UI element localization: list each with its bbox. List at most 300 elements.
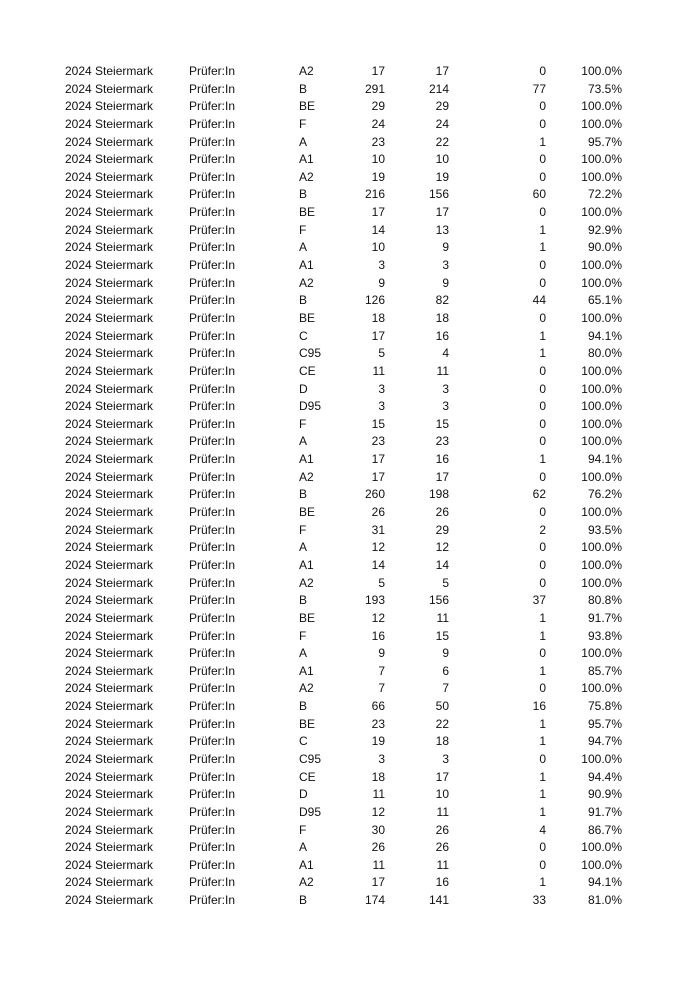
pass-rate-cell: 100.0%	[581, 363, 622, 378]
total-count-cell: 29	[371, 99, 385, 114]
pass-rate-cell: 90.9%	[587, 787, 622, 802]
total-count-cell: 9	[378, 646, 385, 661]
license-class-cell: F	[299, 522, 307, 537]
pass-rate-cell: 100.0%	[581, 751, 622, 766]
table-row	[0, 433, 700, 451]
table-row	[0, 116, 700, 134]
pass-rate-cell: 100.0%	[581, 434, 622, 449]
pass-rate-cell: 100.0%	[581, 681, 622, 696]
total-count-cell: 17	[371, 875, 385, 890]
failed-count-cell: 1	[539, 222, 546, 237]
total-count-cell: 19	[371, 734, 385, 749]
pass-rate-cell: 80.0%	[587, 346, 622, 361]
role-cell: Prüfer:In	[189, 469, 236, 484]
region-cell: 2024 Steiermark	[65, 310, 154, 325]
passed-count-cell: 17	[435, 769, 449, 784]
total-count-cell: 23	[371, 434, 385, 449]
role-cell: Prüfer:In	[189, 646, 236, 661]
total-count-cell: 10	[371, 240, 385, 255]
table-row	[0, 204, 700, 222]
role-cell: Prüfer:In	[189, 557, 236, 572]
region-cell: 2024 Steiermark	[65, 452, 154, 467]
passed-count-cell: 6	[442, 663, 449, 678]
license-class-cell: A2	[299, 575, 314, 590]
license-class-cell: F	[299, 416, 307, 431]
table-row	[0, 381, 700, 399]
license-class-cell: B	[299, 81, 308, 96]
table-row	[0, 134, 700, 152]
failed-count-cell: 0	[539, 681, 546, 696]
total-count-cell: 7	[378, 681, 385, 696]
region-cell: 2024 Steiermark	[65, 134, 154, 149]
table-row	[0, 751, 700, 769]
failed-count-cell: 0	[539, 751, 546, 766]
passed-count-cell: 22	[435, 134, 449, 149]
failed-count-cell: 0	[539, 310, 546, 325]
region-cell: 2024 Steiermark	[65, 381, 154, 396]
license-class-cell: D95	[299, 804, 322, 819]
pass-rate-cell: 100.0%	[581, 416, 622, 431]
role-cell: Prüfer:In	[189, 134, 236, 149]
role-cell: Prüfer:In	[189, 205, 236, 220]
total-count-cell: 3	[378, 258, 385, 273]
failed-count-cell: 4	[539, 822, 546, 837]
role-cell: Prüfer:In	[189, 804, 236, 819]
role-cell: Prüfer:In	[189, 275, 236, 290]
total-count-cell: 31	[371, 522, 385, 537]
license-class-cell: BE	[299, 99, 316, 114]
license-class-cell: C	[299, 328, 308, 343]
table-row	[0, 874, 700, 892]
license-class-cell: A2	[299, 875, 314, 890]
role-cell: Prüfer:In	[189, 346, 236, 361]
failed-count-cell: 0	[539, 99, 546, 114]
total-count-cell: 3	[378, 381, 385, 396]
total-count-cell: 5	[378, 575, 385, 590]
passed-count-cell: 16	[435, 328, 449, 343]
region-cell: 2024 Steiermark	[65, 275, 154, 290]
region-cell: 2024 Steiermark	[65, 734, 154, 749]
role-cell: Prüfer:In	[189, 434, 236, 449]
pass-rate-cell: 92.9%	[587, 222, 622, 237]
pass-rate-cell: 85.7%	[587, 663, 622, 678]
license-class-cell: A	[299, 646, 308, 661]
total-count-cell: 193	[364, 593, 385, 608]
failed-count-cell: 1	[539, 787, 546, 802]
role-cell: Prüfer:In	[189, 187, 236, 202]
total-count-cell: 12	[371, 540, 385, 555]
total-count-cell: 17	[371, 64, 385, 78]
total-count-cell: 174	[364, 893, 385, 908]
passed-count-cell: 11	[436, 610, 449, 625]
pass-rate-cell: 100.0%	[581, 258, 622, 273]
pass-rate-cell: 75.8%	[587, 699, 622, 714]
role-cell: Prüfer:In	[189, 310, 236, 325]
failed-count-cell: 1	[539, 240, 546, 255]
pass-rate-cell: 65.1%	[587, 293, 622, 308]
region-cell: 2024 Steiermark	[65, 593, 154, 608]
total-count-cell: 26	[371, 840, 385, 855]
license-class-cell: A2	[299, 469, 314, 484]
pass-rate-cell: 100.0%	[581, 505, 622, 520]
table-row	[0, 522, 700, 540]
table-row	[0, 292, 700, 310]
license-class-cell: F	[299, 222, 307, 237]
total-count-cell: 18	[371, 310, 385, 325]
table-row	[0, 839, 700, 857]
table-row	[0, 151, 700, 169]
passed-count-cell: 23	[435, 434, 449, 449]
table-row	[0, 645, 700, 663]
pass-rate-cell: 80.8%	[587, 593, 622, 608]
region-cell: 2024 Steiermark	[65, 434, 154, 449]
failed-count-cell: 0	[539, 505, 546, 520]
license-class-cell: B	[299, 187, 308, 202]
table-row	[0, 363, 700, 381]
failed-count-cell: 1	[539, 134, 546, 149]
failed-count-cell: 0	[539, 152, 546, 167]
license-class-cell: BE	[299, 505, 316, 520]
region-cell: 2024 Steiermark	[65, 751, 154, 766]
region-cell: 2024 Steiermark	[65, 363, 154, 378]
passed-count-cell: 3	[442, 399, 449, 414]
role-cell: Prüfer:In	[189, 575, 236, 590]
role-cell: Prüfer:In	[189, 381, 236, 396]
table-row	[0, 451, 700, 469]
table-row	[0, 804, 700, 822]
pass-rate-cell: 95.7%	[587, 716, 622, 731]
passed-count-cell: 12	[435, 540, 449, 555]
region-cell: 2024 Steiermark	[65, 99, 154, 114]
total-count-cell: 260	[364, 487, 385, 502]
license-class-cell: A1	[299, 663, 314, 678]
table-row	[0, 857, 700, 875]
pass-rate-cell: 94.1%	[587, 452, 622, 467]
pass-rate-cell: 91.7%	[587, 610, 622, 625]
license-class-cell: D	[299, 381, 308, 396]
region-cell: 2024 Steiermark	[65, 557, 154, 572]
region-cell: 2024 Steiermark	[65, 258, 154, 273]
license-class-cell: B	[299, 487, 308, 502]
failed-count-cell: 0	[539, 840, 546, 855]
failed-count-cell: 0	[539, 575, 546, 590]
failed-count-cell: 0	[539, 557, 546, 572]
failed-count-cell: 0	[539, 469, 546, 484]
license-class-cell: BE	[299, 205, 316, 220]
pass-rate-cell: 100.0%	[581, 116, 622, 131]
passed-count-cell: 19	[435, 169, 449, 184]
license-class-cell: F	[299, 628, 307, 643]
pass-rate-cell: 100.0%	[581, 64, 622, 78]
pass-rate-cell: 100.0%	[581, 275, 622, 290]
role-cell: Prüfer:In	[189, 152, 236, 167]
passed-count-cell: 3	[442, 381, 449, 396]
role-cell: Prüfer:In	[189, 363, 236, 378]
license-class-cell: C	[299, 734, 308, 749]
failed-count-cell: 37	[532, 593, 546, 608]
table-row	[0, 575, 700, 593]
role-cell: Prüfer:In	[189, 116, 236, 131]
failed-count-cell: 0	[539, 64, 546, 78]
total-count-cell: 23	[371, 134, 385, 149]
failed-count-cell: 1	[539, 769, 546, 784]
failed-count-cell: 0	[539, 205, 546, 220]
total-count-cell: 17	[371, 328, 385, 343]
table-row	[0, 592, 700, 610]
total-count-cell: 16	[371, 628, 385, 643]
passed-count-cell: 14	[435, 557, 449, 572]
pass-rate-cell: 100.0%	[581, 310, 622, 325]
table-row	[0, 610, 700, 628]
failed-count-cell: 0	[539, 116, 546, 131]
failed-count-cell: 77	[532, 81, 546, 96]
failed-count-cell: 0	[539, 416, 546, 431]
license-class-cell: A2	[299, 275, 314, 290]
passed-count-cell: 29	[435, 522, 449, 537]
table-row	[0, 892, 700, 910]
role-cell: Prüfer:In	[189, 81, 236, 96]
pass-rate-cell: 100.0%	[581, 646, 622, 661]
table-row	[0, 663, 700, 681]
passed-count-cell: 156	[428, 593, 449, 608]
passed-count-cell: 17	[435, 205, 449, 220]
pass-rate-cell: 93.5%	[587, 522, 622, 537]
passed-count-cell: 24	[435, 116, 449, 131]
pass-rate-cell: 100.0%	[581, 540, 622, 555]
table-row	[0, 63, 700, 81]
region-cell: 2024 Steiermark	[65, 152, 154, 167]
table-row	[0, 680, 700, 698]
failed-count-cell: 1	[539, 346, 546, 361]
role-cell: Prüfer:In	[189, 505, 236, 520]
role-cell: Prüfer:In	[189, 734, 236, 749]
total-count-cell: 11	[372, 857, 385, 872]
table-row	[0, 169, 700, 187]
total-count-cell: 17	[371, 205, 385, 220]
failed-count-cell: 1	[539, 716, 546, 731]
table-row	[0, 486, 700, 504]
total-count-cell: 11	[372, 787, 385, 802]
failed-count-cell: 0	[539, 258, 546, 273]
passed-count-cell: 7	[442, 681, 449, 696]
total-count-cell: 17	[371, 452, 385, 467]
role-cell: Prüfer:In	[189, 169, 236, 184]
failed-count-cell: 0	[539, 399, 546, 414]
license-class-cell: B	[299, 293, 308, 308]
failed-count-cell: 1	[539, 734, 546, 749]
license-class-cell: B	[299, 593, 308, 608]
region-cell: 2024 Steiermark	[65, 487, 154, 502]
table-row	[0, 539, 700, 557]
region-cell: 2024 Steiermark	[65, 469, 154, 484]
total-count-cell: 66	[371, 699, 385, 714]
region-cell: 2024 Steiermark	[65, 681, 154, 696]
passed-count-cell: 26	[435, 505, 449, 520]
role-cell: Prüfer:In	[189, 240, 236, 255]
passed-count-cell: 18	[435, 310, 449, 325]
role-cell: Prüfer:In	[189, 769, 236, 784]
total-count-cell: 17	[371, 469, 385, 484]
failed-count-cell: 0	[539, 169, 546, 184]
license-class-cell: B	[299, 893, 308, 908]
license-class-cell: A	[299, 134, 308, 149]
total-count-cell: 19	[371, 169, 385, 184]
license-class-cell: CE	[299, 769, 316, 784]
region-cell: 2024 Steiermark	[65, 857, 154, 872]
passed-count-cell: 22	[435, 716, 449, 731]
pass-rate-cell: 100.0%	[581, 840, 622, 855]
passed-count-cell: 18	[435, 734, 449, 749]
pass-rate-cell: 95.7%	[587, 134, 622, 149]
failed-count-cell: 1	[539, 452, 546, 467]
role-cell: Prüfer:In	[189, 328, 236, 343]
role-cell: Prüfer:In	[189, 522, 236, 537]
region-cell: 2024 Steiermark	[65, 64, 154, 78]
license-class-cell: C95	[299, 751, 322, 766]
passed-count-cell: 3	[442, 751, 449, 766]
passed-count-cell: 141	[428, 893, 449, 908]
pass-rate-cell: 90.0%	[587, 240, 622, 255]
table-row	[0, 786, 700, 804]
region-cell: 2024 Steiermark	[65, 222, 154, 237]
table-row	[0, 504, 700, 522]
region-cell: 2024 Steiermark	[65, 699, 154, 714]
table-row	[0, 822, 700, 840]
region-cell: 2024 Steiermark	[65, 205, 154, 220]
failed-count-cell: 60	[532, 187, 546, 202]
region-cell: 2024 Steiermark	[65, 893, 154, 908]
license-class-cell: C95	[299, 346, 322, 361]
role-cell: Prüfer:In	[189, 293, 236, 308]
region-cell: 2024 Steiermark	[65, 505, 154, 520]
role-cell: Prüfer:In	[189, 610, 236, 625]
role-cell: Prüfer:In	[189, 99, 236, 114]
role-cell: Prüfer:In	[189, 487, 236, 502]
pass-rate-cell: 91.7%	[587, 804, 622, 819]
pass-rate-cell: 100.0%	[581, 857, 622, 872]
region-cell: 2024 Steiermark	[65, 822, 154, 837]
license-class-cell: CE	[299, 363, 316, 378]
region-cell: 2024 Steiermark	[65, 610, 154, 625]
region-cell: 2024 Steiermark	[65, 116, 154, 131]
role-cell: Prüfer:In	[189, 222, 236, 237]
license-class-cell: A	[299, 240, 308, 255]
region-cell: 2024 Steiermark	[65, 804, 154, 819]
region-cell: 2024 Steiermark	[65, 416, 154, 431]
passed-count-cell: 10	[435, 152, 449, 167]
region-cell: 2024 Steiermark	[65, 575, 154, 590]
total-count-cell: 12	[371, 610, 385, 625]
passed-count-cell: 214	[428, 81, 449, 96]
failed-count-cell: 1	[539, 875, 546, 890]
pass-rate-cell: 86.7%	[587, 822, 622, 837]
pass-rate-cell: 100.0%	[581, 205, 622, 220]
pass-rate-cell: 100.0%	[581, 469, 622, 484]
passed-count-cell: 9	[442, 275, 449, 290]
role-cell: Prüfer:In	[189, 681, 236, 696]
table-row	[0, 469, 700, 487]
region-cell: 2024 Steiermark	[65, 346, 154, 361]
failed-count-cell: 0	[539, 857, 546, 872]
total-count-cell: 18	[371, 769, 385, 784]
table-row	[0, 345, 700, 363]
total-count-cell: 15	[371, 416, 385, 431]
table-row	[0, 628, 700, 646]
role-cell: Prüfer:In	[189, 452, 236, 467]
passed-count-cell: 198	[428, 487, 449, 502]
table-row	[0, 275, 700, 293]
total-count-cell: 23	[371, 716, 385, 731]
role-cell: Prüfer:In	[189, 875, 236, 890]
role-cell: Prüfer:In	[189, 787, 236, 802]
role-cell: Prüfer:In	[189, 540, 236, 555]
pass-rate-cell: 73.5%	[587, 81, 622, 96]
failed-count-cell: 33	[532, 893, 546, 908]
passed-count-cell: 5	[442, 575, 449, 590]
table-row	[0, 769, 700, 787]
license-class-cell: A1	[299, 857, 314, 872]
failed-count-cell: 2	[539, 522, 546, 537]
passed-count-cell: 9	[442, 646, 449, 661]
failed-count-cell: 0	[539, 381, 546, 396]
license-class-cell: A2	[299, 681, 314, 696]
license-class-cell: A1	[299, 452, 314, 467]
passed-count-cell: 10	[435, 787, 449, 802]
passed-count-cell: 3	[442, 258, 449, 273]
table-row	[0, 557, 700, 575]
license-class-cell: BE	[299, 716, 316, 731]
region-cell: 2024 Steiermark	[65, 628, 154, 643]
region-cell: 2024 Steiermark	[65, 716, 154, 731]
table-row	[0, 81, 700, 99]
pass-rate-cell: 100.0%	[581, 575, 622, 590]
pass-rate-cell: 100.0%	[581, 152, 622, 167]
table-row	[0, 416, 700, 434]
total-count-cell: 5	[378, 346, 385, 361]
passed-count-cell: 4	[442, 346, 449, 361]
total-count-cell: 12	[371, 804, 385, 819]
passed-count-cell: 156	[428, 187, 449, 202]
region-cell: 2024 Steiermark	[65, 328, 154, 343]
license-class-cell: F	[299, 822, 307, 837]
pass-rate-cell: 100.0%	[581, 557, 622, 572]
pass-rate-cell: 94.7%	[587, 734, 622, 749]
table-row	[0, 98, 700, 116]
license-class-cell: A2	[299, 169, 314, 184]
table-row	[0, 186, 700, 204]
license-class-cell: B	[299, 699, 308, 714]
total-count-cell: 7	[378, 663, 385, 678]
role-cell: Prüfer:In	[189, 593, 236, 608]
role-cell: Prüfer:In	[189, 751, 236, 766]
table-row	[0, 733, 700, 751]
role-cell: Prüfer:In	[189, 628, 236, 643]
region-cell: 2024 Steiermark	[65, 769, 154, 784]
failed-count-cell: 0	[539, 646, 546, 661]
failed-count-cell: 1	[539, 610, 546, 625]
license-class-cell: D	[299, 787, 308, 802]
pass-rate-cell: 94.4%	[587, 769, 622, 784]
passed-count-cell: 13	[435, 222, 449, 237]
license-class-cell: A	[299, 840, 308, 855]
role-cell: Prüfer:In	[189, 893, 236, 908]
region-cell: 2024 Steiermark	[65, 169, 154, 184]
table-row	[0, 716, 700, 734]
license-class-cell: D95	[299, 399, 322, 414]
pass-rate-cell: 72.2%	[587, 187, 622, 202]
passed-count-cell: 15	[435, 416, 449, 431]
passed-count-cell: 11	[436, 363, 449, 378]
